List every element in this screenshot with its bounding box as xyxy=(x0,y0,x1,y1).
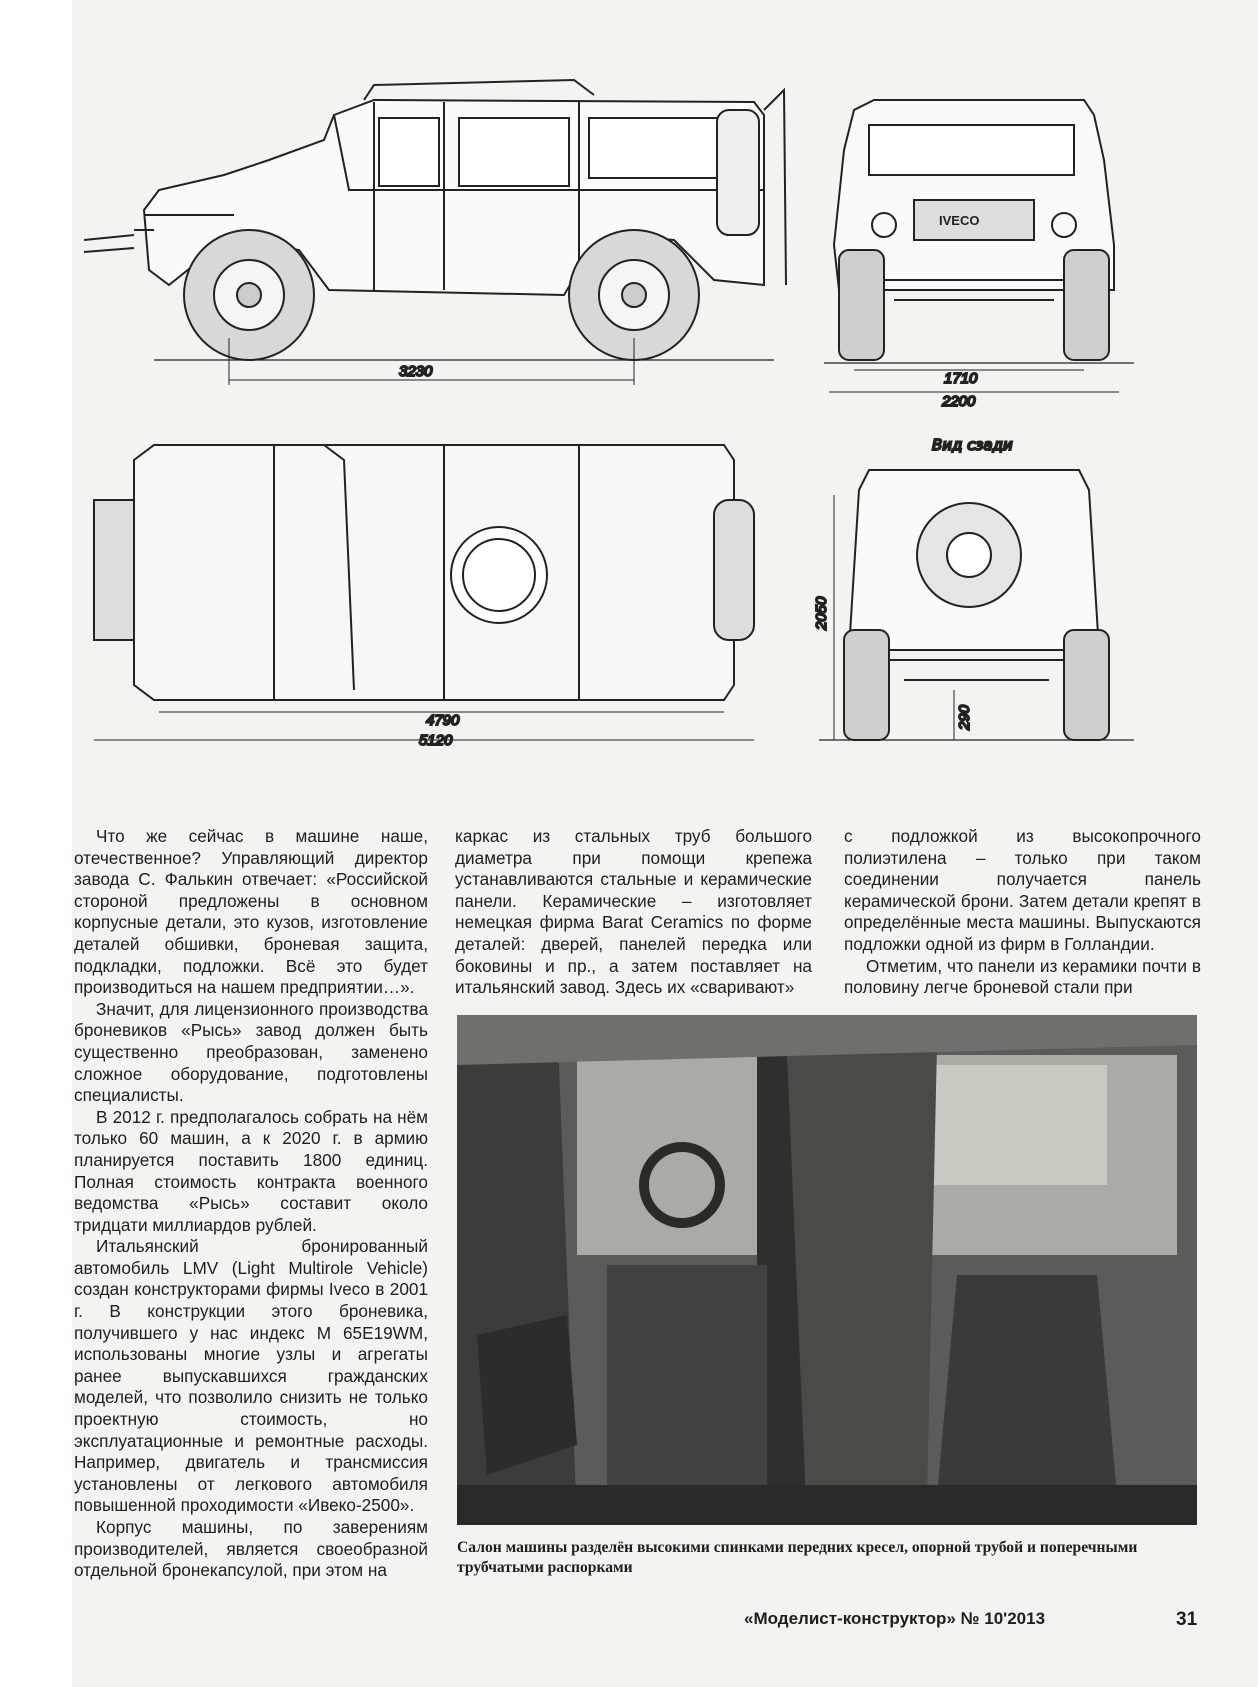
paragraph: Значит, для лицензионного производства броневиков «Рысь» завод должен быть существенно преобразован, заменено сложное оборудование, подготовлены специалисты. xyxy=(74,998,428,1106)
paragraph: В 2012 г. предполагалось собрать на нём только 60 машин, а к 2020 г. в армию планируется поставить 1800 единиц. Полная стоимость контракта военного ведомства «Рысь» составит около тридцати миллиардов рублей. xyxy=(74,1106,428,1235)
top-view-drawing xyxy=(94,445,754,740)
paragraph: Отметим, что панели из керамики почти в половину легче броневой стали при xyxy=(844,955,1201,998)
text-column-2 xyxy=(455,826,812,999)
rear-view-label: Вид сзади xyxy=(932,436,1013,454)
paragraph: каркас из стальных труб большого диаметра при помощи крепежа устанавливаются стальные и керамические панели. Керамические – изготовляет немецкая фирма Barat Ceramics по форме деталей: дверей, панелей передка или боковины и пр., а затем поставляет на итальянский завод. Здесь их «сваривают» xyxy=(455,826,812,998)
text-column-3 xyxy=(844,826,1201,999)
rear-view-drawing xyxy=(819,470,1134,740)
dim-length-total: 5120 xyxy=(419,732,453,749)
side-view-drawing xyxy=(84,80,786,385)
paragraph: Что же сейчас в машине наше, отечественное? Управляющий директор завода С. Фалькин отвечает: «Российской стороной предложены в основном корпусные детали, это кузов, изготовление деталей обшивки, броневая защита, подкладки, подложки. Всё это будет производиться на нашем предприятии…». xyxy=(74,826,428,998)
front-view-drawing xyxy=(824,100,1134,392)
dim-width: 2200 xyxy=(942,393,976,410)
paragraph: Итальянский бронированный автомобиль LMV (Light Multirole Vehicle) создан конструкторами фирмы Iveco в 2001 г. В конструкции этого броневика, получившего у нас индекс М 65E19WM, использованы многие узлы и агрегаты ранее выпускавшихся гражданских моделей, что позволило снизить не только проектную стоимость, но эксплуатационные и ремонтные расходы. Например, двигатель и трансмиссия установлены от легкового автомобиля повышенной проходимости «Ивеко-2500». xyxy=(74,1236,428,1516)
dim-wheelbase: 3230 xyxy=(399,363,433,380)
dim-track: 1710 xyxy=(944,370,978,387)
paragraph: Корпус машины, по заверениям производителей, является своеобразной отдельной бронекапсулой, при этом на xyxy=(74,1517,428,1581)
dim-length-hull: 4790 xyxy=(426,712,460,729)
vehicle-drawings xyxy=(74,40,1214,810)
paragraph: с подложкой из высокопрочного полиэтилена – только при таком соединении получается панель керамической брони. Затем детали крепят в определённые места машины. Выпускаются подложки одной из фирм в Голландии. xyxy=(844,826,1201,954)
interior-photo xyxy=(457,1015,1197,1525)
page-number: 31 xyxy=(1176,1609,1198,1630)
magazine-title: «Моделист-конструктор» № 10'2013 xyxy=(744,1609,1046,1628)
front-grille-brand: IVECO xyxy=(939,213,980,228)
text-column-1 xyxy=(74,826,428,1582)
photo-caption: Салон машины разделён высокими спинками передних кресел, опорной трубой и поперечными трубчатыми распорками xyxy=(457,1539,1138,1576)
page-margin xyxy=(0,0,72,1687)
dim-clearance: 290 xyxy=(956,704,973,730)
dim-height: 2050 xyxy=(813,596,830,630)
